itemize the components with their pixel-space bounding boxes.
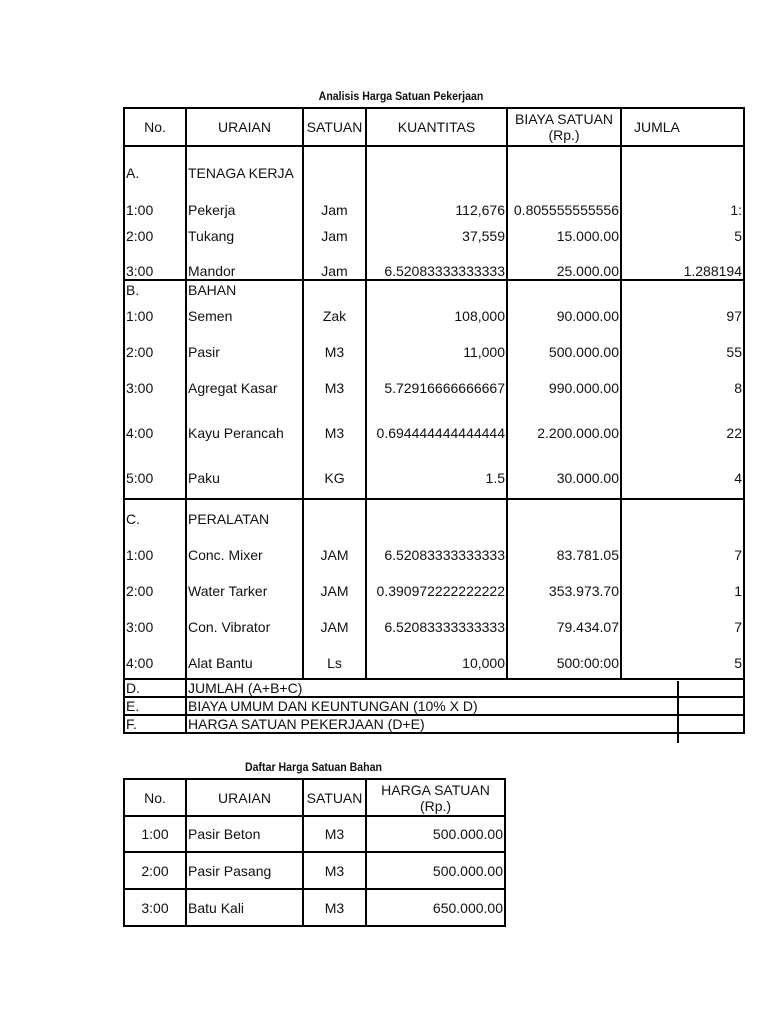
row-uraian: Mandor [186, 244, 303, 280]
row-kuantitas: 5.72916666666667 [366, 360, 507, 396]
section-row-c [124, 499, 744, 527]
header-satuan: SATUAN [303, 108, 366, 146]
row-satuan: M3 [303, 324, 366, 360]
row-biaya: 990.000.00 [507, 360, 621, 396]
table-row [124, 441, 744, 486]
analysis-table [123, 107, 745, 734]
summary-code: F. [124, 715, 186, 733]
row-no: 1:00 [124, 181, 186, 218]
row-uraian: Kayu Perancah [186, 396, 303, 441]
row-biaya: 500.000.00 [507, 324, 621, 360]
row-biaya: 79.434.07 [507, 599, 621, 635]
table-row [124, 181, 744, 218]
row-no: 2:00 [124, 218, 186, 244]
row-no: 1:00 [124, 298, 186, 324]
row-uraian: Con. Vibrator [186, 599, 303, 635]
row-satuan: M3 [303, 816, 366, 852]
summary-label: JUMLAH (A+B+C) [186, 679, 744, 697]
row-biaya: 15.000.00 [507, 218, 621, 244]
section-row-a [124, 146, 744, 181]
row-kuantitas: 10,000 [366, 635, 507, 671]
section-code: B. [124, 280, 186, 298]
row-satuan: Jam [303, 244, 366, 280]
row-satuan: JAM [303, 599, 366, 635]
table-header-row [124, 108, 744, 146]
table-row [124, 324, 744, 360]
header-uraian: URAIAN [186, 779, 303, 816]
row-satuan: Zak [303, 298, 366, 324]
header-jumlah: JUMLA [621, 108, 744, 146]
header-harga-line2: (Rp.) [419, 797, 452, 814]
summary-label: HARGA SATUAN PEKERJAAN (D+E) [186, 715, 744, 733]
row-uraian: Pasir [186, 324, 303, 360]
table-row [124, 852, 505, 889]
row-jumlah: 8 [621, 360, 744, 396]
section-row-b [124, 280, 744, 298]
table-row [124, 218, 744, 244]
header-biaya [507, 108, 621, 146]
table1-title: Analisis Harga Satuan Pekerjaan [318, 91, 484, 103]
header-harga [366, 779, 505, 816]
row-kuantitas: 108,000 [366, 298, 507, 324]
table-row [124, 599, 744, 635]
section-label: BAHAN [186, 280, 303, 298]
row-satuan: JAM [303, 563, 366, 599]
table-row [124, 563, 744, 599]
row-jumlah: 4 [621, 441, 744, 486]
row-uraian: Batu Kali [186, 889, 303, 926]
summary-row-f [124, 715, 744, 733]
summary-row-d [124, 679, 744, 697]
row-jumlah: 97 [621, 298, 744, 324]
section-code: A. [124, 146, 186, 181]
row-biaya: 83.781.05 [507, 527, 621, 563]
spacer-row [124, 486, 744, 499]
row-satuan: M3 [303, 360, 366, 396]
row-satuan: KG [303, 441, 366, 486]
section-code: C. [124, 499, 186, 527]
row-biaya: 353.973.70 [507, 563, 621, 599]
row-uraian: Water Tarker [186, 563, 303, 599]
table-row [124, 527, 744, 563]
summary-code: D. [124, 679, 186, 697]
row-biaya: 25.000.00 [507, 244, 621, 280]
analysis-table-container [123, 107, 742, 745]
row-satuan: M3 [303, 889, 366, 926]
material-price-table [123, 778, 506, 927]
row-kuantitas: 112,676 [366, 181, 507, 218]
row-biaya: 500:00:00 [507, 635, 621, 671]
row-biaya: 30.000.00 [507, 441, 621, 486]
row-uraian: Paku [186, 441, 303, 486]
row-kuantitas: 11,000 [366, 324, 507, 360]
header-no: No. [124, 108, 186, 146]
row-kuantitas: 1.5 [366, 441, 507, 486]
row-no: 3:00 [124, 244, 186, 280]
row-satuan: Jam [303, 181, 366, 218]
row-no: 5:00 [124, 441, 186, 486]
summary-code: E. [124, 697, 186, 715]
table-row [124, 816, 505, 852]
row-uraian: Pasir Pasang [186, 852, 303, 889]
row-jumlah: 22 [621, 396, 744, 441]
header-kuantitas: KUANTITAS [366, 108, 507, 146]
row-no: 4:00 [124, 635, 186, 671]
row-jumlah: 1.288194 [621, 244, 744, 280]
row-no: 3:00 [124, 889, 186, 926]
row-satuan: JAM [303, 527, 366, 563]
row-satuan: M3 [303, 852, 366, 889]
spacer-row [124, 671, 744, 679]
row-jumlah: 7 [621, 527, 744, 563]
row-jumlah: 1: [621, 181, 744, 218]
row-kuantitas: 6.52083333333333 [366, 244, 507, 280]
table-row [124, 244, 744, 280]
row-jumlah: 5 [621, 635, 744, 671]
row-no: 2:00 [124, 852, 186, 889]
row-biaya: 2.200.000.00 [507, 396, 621, 441]
table-row [124, 298, 744, 324]
row-satuan: M3 [303, 396, 366, 441]
table-row [124, 396, 744, 441]
table-row [124, 360, 744, 396]
header-no: No. [124, 779, 186, 816]
row-harga: 500.000.00 [366, 816, 505, 852]
section-label: TENAGA KERJA [186, 146, 303, 181]
row-kuantitas: 0.390972222222222 [366, 563, 507, 599]
row-jumlah: 1 [621, 563, 744, 599]
header-satuan: SATUAN [303, 779, 366, 816]
header-biaya-line1: BIAYA SATUAN [514, 111, 614, 127]
table2-title: Daftar Harga Satuan Bahan [245, 762, 382, 774]
header-uraian: URAIAN [186, 108, 303, 146]
row-no: 2:00 [124, 563, 186, 599]
section-label: PERALATAN [186, 499, 303, 527]
row-no: 1:00 [124, 816, 186, 852]
row-jumlah: 5 [621, 218, 744, 244]
table-header-row [124, 779, 505, 816]
row-kuantitas: 37,559 [366, 218, 507, 244]
row-uraian: Agregat Kasar [186, 360, 303, 396]
row-uraian: Alat Bantu [186, 635, 303, 671]
row-uraian: Pekerja [186, 181, 303, 218]
row-satuan: Jam [303, 218, 366, 244]
row-satuan: Ls [303, 635, 366, 671]
summary-label: BIAYA UMUM DAN KEUNTUNGAN (10% X D) [186, 697, 744, 715]
row-no: 2:00 [124, 324, 186, 360]
summary-right-border [677, 681, 679, 743]
row-uraian: Tukang [186, 218, 303, 244]
table-row [124, 889, 505, 926]
row-kuantitas: 6.52083333333333 [366, 527, 507, 563]
row-biaya: 90.000.00 [507, 298, 621, 324]
row-no: 4:00 [124, 396, 186, 441]
row-jumlah: 55 [621, 324, 744, 360]
row-no: 1:00 [124, 527, 186, 563]
row-uraian: Semen [186, 298, 303, 324]
header-biaya-line2: (Rp.) [548, 127, 580, 143]
row-uraian: Conc. Mixer [186, 527, 303, 563]
row-harga: 500.000.00 [366, 852, 505, 889]
header-harga-line1: HARGA SATUAN [381, 781, 490, 798]
summary-row-e [124, 697, 744, 715]
row-harga: 650.000.00 [366, 889, 505, 926]
row-biaya: 0.805555555556 [507, 181, 621, 218]
row-uraian: Pasir Beton [186, 816, 303, 852]
table-row [124, 635, 744, 671]
row-kuantitas: 0.694444444444444 [366, 396, 507, 441]
row-kuantitas: 6.52083333333333 [366, 599, 507, 635]
row-no: 3:00 [124, 599, 186, 635]
row-jumlah: 7 [621, 599, 744, 635]
row-no: 3:00 [124, 360, 186, 396]
